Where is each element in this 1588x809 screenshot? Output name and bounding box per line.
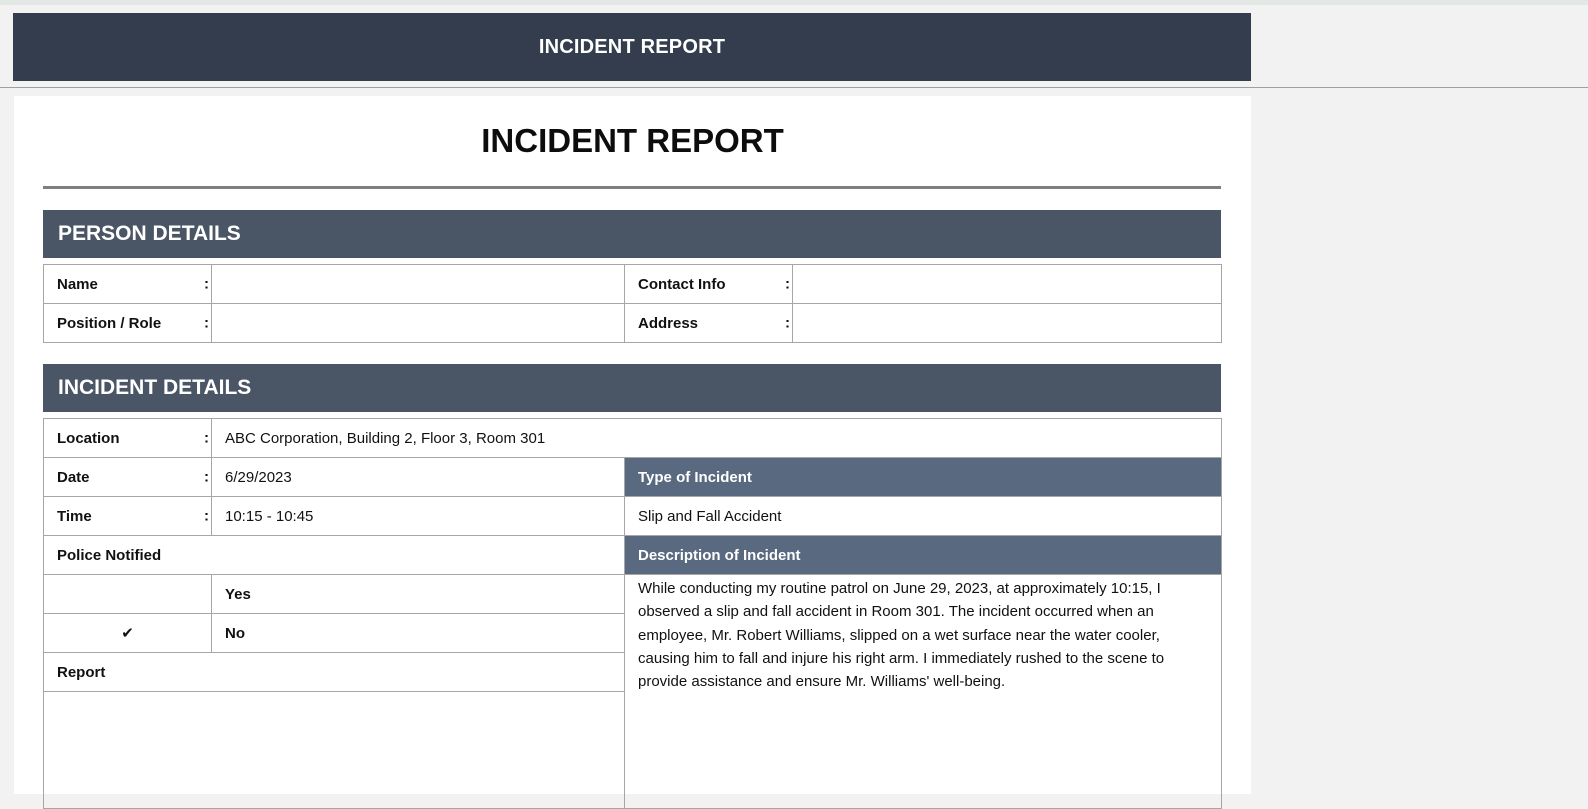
title-rule	[43, 186, 1221, 189]
incident-details-header	[43, 364, 1221, 412]
incident-details-heading: INCIDENT DETAILS	[58, 376, 252, 399]
person-details-table	[43, 264, 1222, 343]
table-row	[44, 536, 1222, 575]
report-sheet	[14, 96, 1251, 794]
report-field-continued[interactable]	[44, 731, 625, 770]
date-field[interactable]: 6/29/2023	[212, 458, 625, 497]
top-strip	[0, 0, 1588, 5]
time-label: Time :	[44, 497, 212, 536]
location-field[interactable]: ABC Corporation, Building 2, Floor 3, Room 301	[212, 419, 1222, 458]
description-of-incident-field[interactable]: While conducting my routine patrol on June 29, 2023, at approximately 10:15, I observed a slip and fall accident in Room 301. The incident occurred when an employee, Mr. Robert Williams, slipped on a wet surface near the water cooler, causing him to fall and injure his right arm. I immediately rushed to the scene to provide assistance and ensure Mr. Williams' well-being.	[625, 575, 1222, 809]
description-of-incident-heading: Description of Incident	[625, 536, 1222, 575]
police-yes-label: Yes	[212, 575, 625, 614]
table-row	[44, 265, 1222, 304]
position-role-label: Position / Role :	[44, 304, 212, 343]
incident-details-table	[43, 418, 1222, 809]
type-of-incident-field[interactable]: Slip and Fall Accident	[625, 497, 1222, 536]
table-row	[44, 497, 1222, 536]
position-role-field[interactable]	[212, 304, 625, 343]
police-no-checkbox[interactable]: ✔	[44, 614, 212, 653]
banner-title: INCIDENT REPORT	[538, 35, 726, 58]
report-field-continued[interactable]	[44, 770, 625, 809]
document-title: INCIDENT REPORT	[481, 122, 784, 159]
police-notified-label: Police Notified	[44, 536, 625, 575]
time-field[interactable]: 10:15 - 10:45	[212, 497, 625, 536]
header-banner	[13, 13, 1251, 81]
table-row	[44, 304, 1222, 343]
address-label: Address :	[625, 304, 793, 343]
location-label: Location :	[44, 419, 212, 458]
table-row	[44, 575, 1222, 614]
person-details-heading: PERSON DETAILS	[58, 222, 241, 245]
report-label: Report	[44, 653, 625, 692]
report-field[interactable]	[44, 692, 625, 731]
person-details-header	[43, 210, 1221, 258]
table-row	[44, 419, 1222, 458]
header-divider	[0, 87, 1588, 88]
table-row	[44, 458, 1222, 497]
address-field[interactable]	[793, 304, 1222, 343]
name-label: Name :	[44, 265, 212, 304]
date-label: Date :	[44, 458, 212, 497]
name-field[interactable]	[212, 265, 625, 304]
police-no-label: No	[212, 614, 625, 653]
contact-info-label: Contact Info :	[625, 265, 793, 304]
police-yes-checkbox[interactable]	[44, 575, 212, 614]
type-of-incident-heading: Type of Incident	[625, 458, 1222, 497]
contact-info-field[interactable]	[793, 265, 1222, 304]
